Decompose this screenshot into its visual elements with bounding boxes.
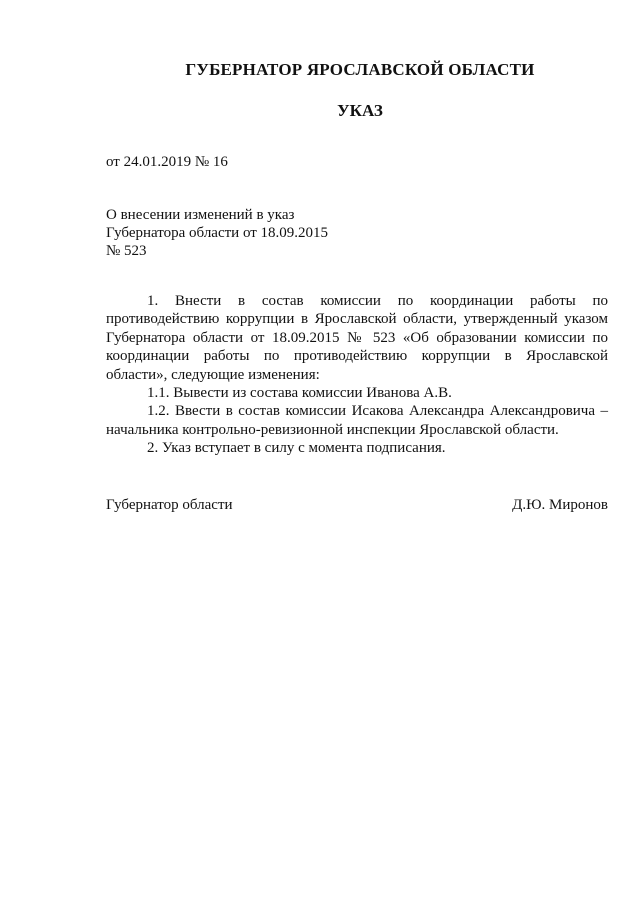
document-date-number: от 24.01.2019 № 16 xyxy=(106,154,228,170)
body-paragraph: 1.2. Ввести в состав комиссии Исакова Александра Александровича – начальника контрольно-ревизионной инспекции Ярославской области. xyxy=(106,403,608,438)
body-paragraph: 1.1. Вывести из состава комиссии Иванова А.В. xyxy=(147,385,452,402)
document-header-title: ГУБЕРНАТОР ЯРОСЛАВСКОЙ ОБЛАСТИ xyxy=(185,60,535,79)
document-subject xyxy=(106,206,366,260)
document-body xyxy=(106,292,608,458)
body-paragraph: 1. Внести в состав комиссии по координации работы по противодействию коррупции в Ярославской области, утвержденный указом Губернатора области от 18.09.2015 № 523 «Об образовании комиссии по координации работы по противодействию коррупции в Ярославской области», следующие изменения: xyxy=(106,293,608,383)
subject-line: № 523 xyxy=(106,243,147,259)
subject-line: О внесении изменений в указ xyxy=(106,207,295,223)
signatory-name: Д.Ю. Миронов xyxy=(512,497,608,513)
document-type-title: УКАЗ xyxy=(337,101,383,120)
signature-block xyxy=(106,497,608,514)
subject-line: Губернатора области от 18.09.2015 xyxy=(106,225,329,241)
body-paragraph: 2. Указ вступает в силу с момента подписания. xyxy=(147,440,446,457)
signatory-position: Губернатор области xyxy=(106,497,233,513)
